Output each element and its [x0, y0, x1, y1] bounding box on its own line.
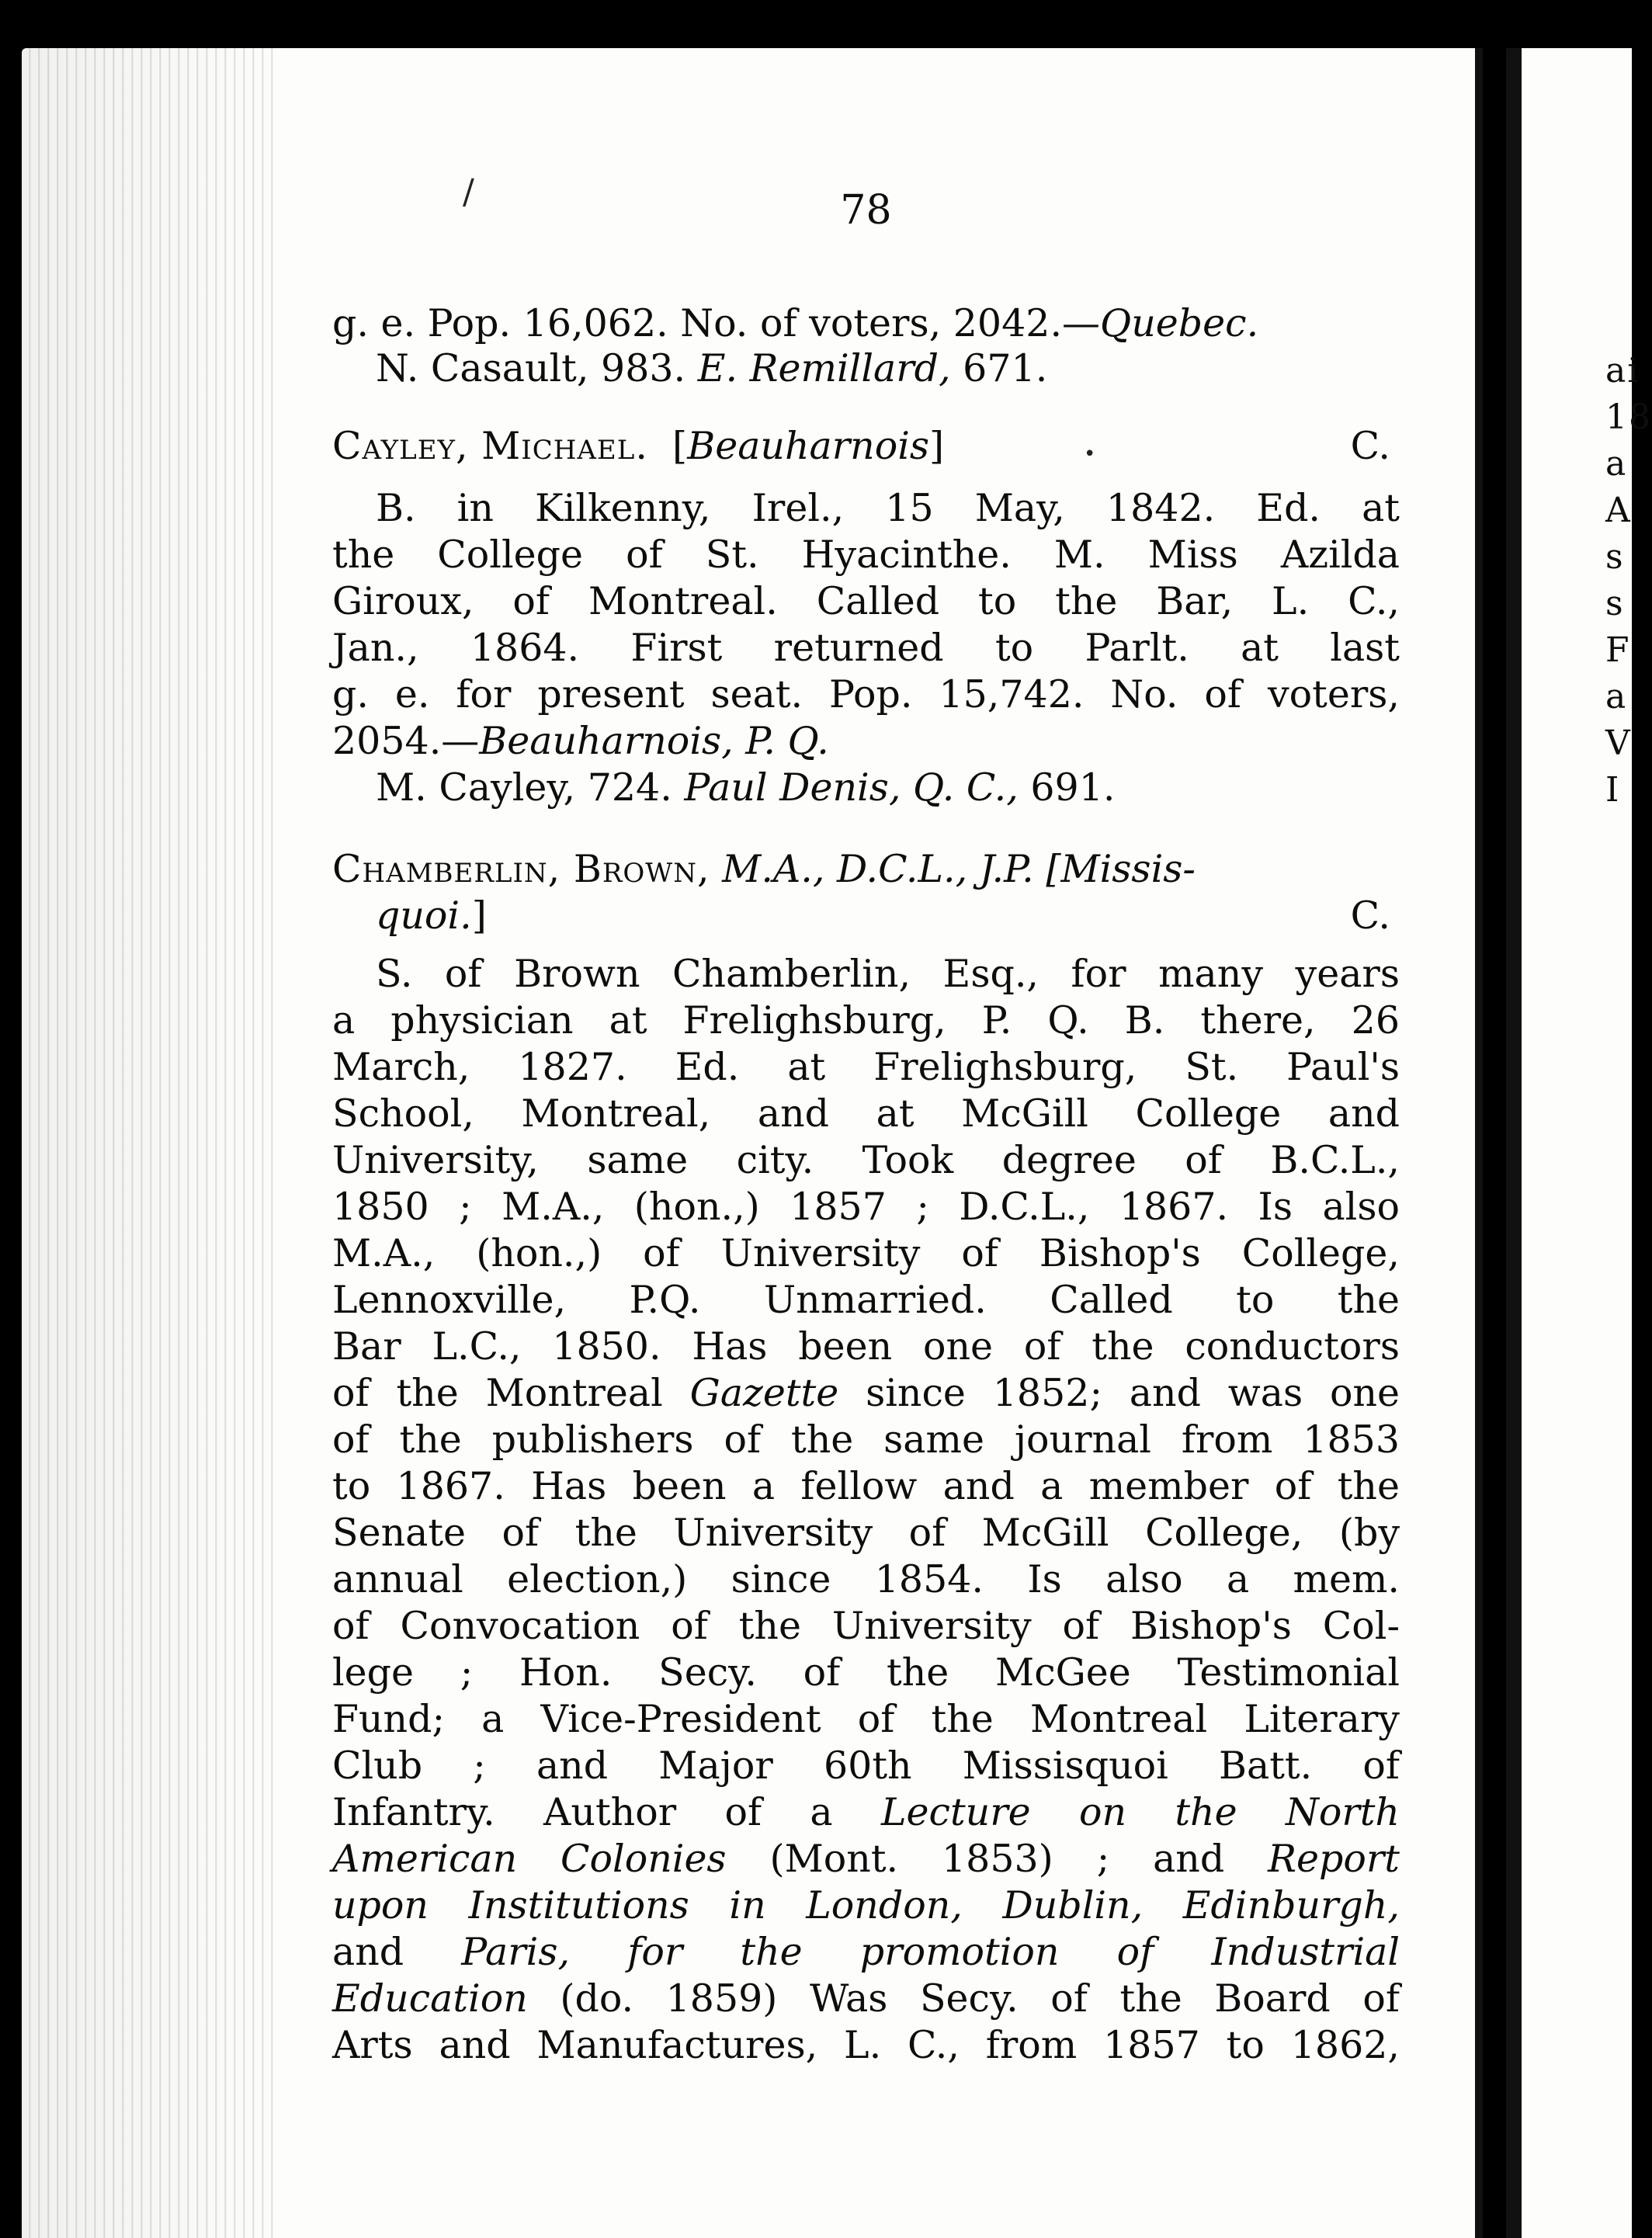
text-line: of the Montreal Gazette since 1852; and was one [332, 1371, 1400, 1415]
text-line: g. e. for present seat. Pop. 15,742. No. of voters, [332, 672, 1400, 717]
page-number: 78 [840, 187, 892, 234]
text-line: annual election,) since 1854. Is also a mem. [332, 1557, 1400, 1601]
text-line: University, same city. Took degree of B.C.L., [332, 1138, 1400, 1182]
ink-blot: • [1084, 442, 1096, 466]
text-line: a physician at Frelighsburg, P. Q. B. there, 26 [332, 998, 1400, 1043]
facing-text-fragment: A [1605, 491, 1632, 530]
text-line: Bar L.C., 1850. Has been one of the conductors [332, 1324, 1400, 1369]
facing-text-fragment: 18 [1605, 397, 1652, 437]
text-line: and Paris, for the promotion of Industrial [332, 1930, 1400, 1974]
text-line: 1850 ; M.A., (hon.,) 1857 ; D.C.L., 1867. Is also [332, 1185, 1400, 1229]
text-line: Infantry. Author of a Lecture on the North [332, 1790, 1400, 1834]
facing-text-fragment: a [1605, 677, 1628, 717]
pencil-mark: / [463, 172, 474, 212]
text-line: Senate of the University of McGill College, (by [332, 1511, 1400, 1555]
facing-text-fragment: ai [1605, 351, 1640, 390]
facing-page-gutter [1506, 48, 1522, 2238]
facing-text-fragment: V [1605, 723, 1632, 763]
entry-heading-chamberlin [332, 846, 1400, 893]
text-line: Education (do. 1859) Was Secy. of the Board of [332, 1976, 1400, 2021]
text-line: to 1867. Has been a fellow and a member of the [332, 1464, 1400, 1508]
text-line: School, Montreal, and at McGill College and [332, 1091, 1400, 1136]
text-line: g. e. Pop. 16,062. No. of voters, 2042.—Quebec. [332, 301, 1259, 345]
facing-text-fragment: s [1605, 537, 1625, 577]
page-edge-shadow [22, 48, 278, 2238]
party-label: C. [1350, 893, 1390, 938]
text-line: upon Institutions in London, Dublin, Edinburgh, [332, 1883, 1400, 1927]
facing-text-fragment: s [1605, 584, 1625, 623]
facing-text-fragment: I [1605, 770, 1621, 810]
facing-text-fragment: a [1605, 444, 1628, 484]
text-line: Giroux, of Montreal. Called to the Bar, L. C., [332, 579, 1400, 623]
member-titles: M.A., D.C.L., J.P. [710, 847, 1034, 891]
text-line: lege ; Hon. Secy. of the McGee Testimonial [332, 1650, 1400, 1695]
text-line: quoi.] C. [376, 893, 1390, 938]
text-line: of Convocation of the University of Bishop's Col- [332, 1604, 1400, 1648]
text-line: S. of Brown Chamberlin, Esq., for many years [376, 952, 1400, 996]
riding-name: Beauharnois [687, 424, 930, 468]
entry-heading-cayley: Cayley, Michael. [Beauharnois] C. [332, 424, 1390, 468]
text-line: N. Casault, 983. E. Remillard, 671. [376, 346, 1048, 390]
member-name: Cayley, Michael. [332, 424, 648, 468]
text-line: Lennoxville, P.Q. Unmarried. Called to the [332, 1278, 1400, 1322]
text-line: the College of St. Hyacinthe. M. Miss Azilda [332, 533, 1400, 577]
riding-name: [Missis- [1033, 847, 1196, 891]
text-line: Club ; and Major 60th Missisquoi Batt. of [332, 1744, 1400, 1788]
text-line: of the publishers of the same journal from 1853 [332, 1417, 1400, 1462]
member-name: Chamberlin, Brown, [332, 847, 710, 891]
page-gutter [1475, 48, 1483, 2238]
text-line: American Colonies (Mont. 1853) ; and Report [332, 1837, 1400, 1881]
text-line: Fund; a Vice-President of the Montreal Literary [332, 1697, 1400, 1741]
facing-text-fragment: F [1605, 630, 1631, 670]
text-line: M.A., (hon.,) of University of Bishop's College, [332, 1231, 1400, 1275]
text-line: March, 1827. Ed. at Frelighsburg, St. Paul's [332, 1045, 1400, 1089]
text-line: M. Cayley, 724. Paul Denis, Q. C., 691. [376, 765, 1116, 810]
facing-page [1506, 48, 1652, 2238]
text-line: 2054.—Beauharnois, P. Q. [332, 719, 829, 763]
party-label: C. [1350, 424, 1390, 468]
text-line: Arts and Manufactures, L. C., from 1857 to 1862, [332, 2023, 1400, 2067]
text-line: B. in Kilkenny, Irel., 15 May, 1842. Ed. at [376, 486, 1400, 530]
text-line: Jan., 1864. First returned to Parlt. at last [332, 626, 1400, 670]
